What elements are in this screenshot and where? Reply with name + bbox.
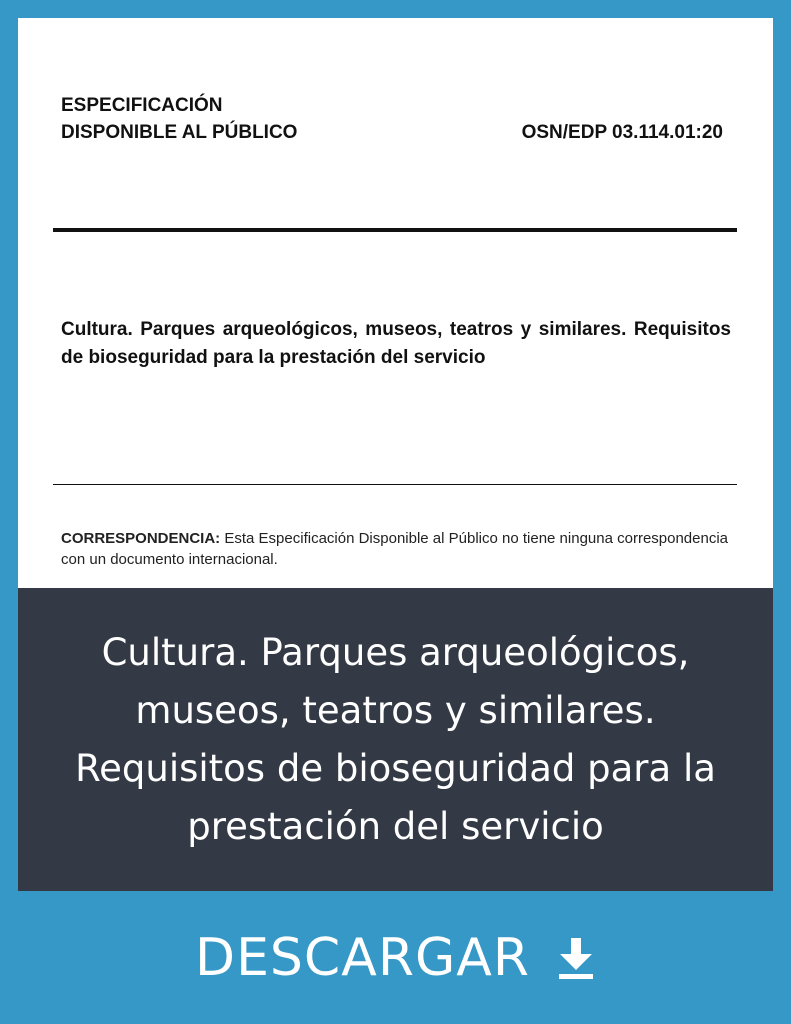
title-band	[18, 588, 773, 891]
download-label: DESCARGAR	[195, 927, 530, 988]
correspondence-note	[61, 528, 731, 570]
correspondence-label: CORRESPONDENCIA:	[61, 530, 221, 547]
document-type-line2: DISPONIBLE AL PÚBLICO	[61, 122, 298, 143]
document-type-line1: ESPECIFICACIÓN	[61, 95, 223, 116]
document-title: Cultura. Parques arqueológicos, museos, teatros y similares. Requisitos de bioseguridad para la prestación del servicio	[61, 319, 731, 368]
title-divider	[53, 484, 737, 485]
band-title: Cultura. Parques arqueológicos, museos, teatros y similares. Requisitos de bioseguridad para la prestación del servicio	[75, 630, 716, 848]
document-header	[61, 92, 731, 146]
document-preview	[18, 18, 773, 891]
download-button[interactable]	[18, 891, 773, 1024]
header-divider	[53, 228, 737, 232]
document-code: OSN/EDP 03.114.01:20	[521, 122, 723, 143]
correspondence-text: Esta Especificación Disponible al Público no tiene ninguna correspondencia con un documento internacional.	[61, 530, 729, 568]
download-arrow-icon	[556, 936, 596, 980]
